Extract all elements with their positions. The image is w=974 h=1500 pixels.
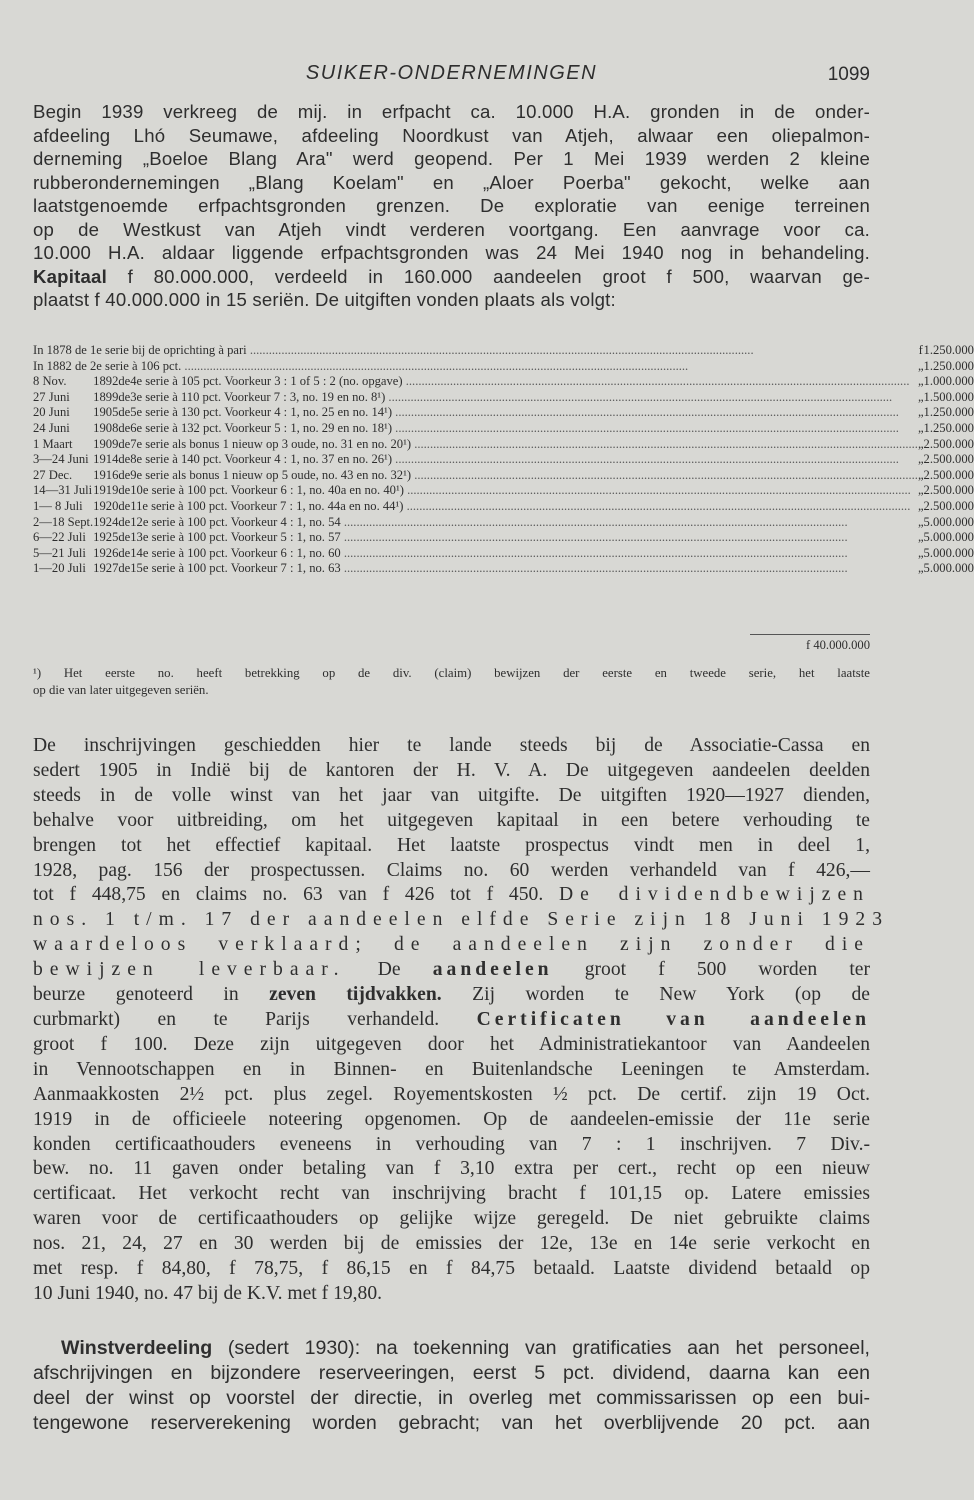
text-line: 1928, pag. 156 der prospectussen. Claims no. 60 werden verhandeld van f 426,— (33, 859, 870, 881)
table-row (33, 546, 974, 562)
table-row (33, 499, 974, 515)
issue-year: 1908 (93, 420, 119, 435)
spaced-text: De dividendbewijzen (559, 884, 870, 906)
text-line: steeds in de volle winst van het jaar van uitgifte. De uitgiften 1920—1927 dienden, (33, 784, 870, 806)
issue-de: de (118, 374, 131, 389)
issue-amount: 5.000.000 (923, 545, 974, 560)
dot-leader: ................................................................................................................................................................ (411, 436, 918, 451)
issue-description: 4e serie à 105 pct. Voorkeur 3 : 1 of 5 : 2 (no. opgave) ................................................................................................................................................................ (130, 374, 910, 389)
dot-leader: ................................................................................................................................................................ (340, 514, 848, 529)
issue-currency: „ (917, 420, 924, 435)
table-row (33, 515, 974, 531)
text-segment: (sedert 1930): na toekenning van gratificaties aan het personeel, (212, 1337, 870, 1359)
text-line: afdeeling Lhó Seumawe, afdeeling Noordkust van Atjeh, alwaar een oliepalmon- (33, 124, 870, 146)
text-line: behalve voor uitbreiding, om het uitgegeven kapitaal in een betere verhouding te (33, 809, 870, 831)
issue-description: 11e serie à 100 pct. Voorkeur 7 : 1, no. 44a en no. 44¹) ................................................................................................................................................................ (130, 498, 911, 513)
text-line: certificaat. Het verkocht recht van inschrijving bracht f 101,15 op. Latere emissies (33, 1183, 870, 1205)
issue-year: 1920 (93, 498, 119, 513)
text-segment: groot f 500 worden ter (552, 959, 870, 981)
issue-description: 12e serie à 100 pct. Voorkeur 4 : 1, no. 54 ................................................................................................................................................................ (130, 514, 848, 529)
text-line: brengen tot het effectief kapitaal. Het laatste prospectus vindt men in deel 1, (33, 834, 870, 856)
issue-year: 1905 (93, 405, 119, 420)
dot-leader: ................................................................................................................................................................ (411, 467, 918, 482)
issue-amount: 5.000.000 (923, 530, 974, 545)
issue-de: de (118, 436, 131, 451)
dot-leader: ................................................................................................................................................................ (246, 343, 754, 357)
text-line: waren voor de certificaathouders op gelijke wijze geregeld. De niet gebruikte claims (33, 1208, 870, 1230)
text-line (33, 883, 870, 908)
issue-date: 3—24 Juni (33, 452, 89, 467)
issue-amount: 2.500.000 (923, 498, 974, 513)
issue-description: 6e serie à 132 pct. Voorkeur 5 : 1, no. 29 en no. 18¹) ................................................................................................................................................................ (130, 420, 899, 435)
table-row (33, 483, 974, 499)
dot-leader: ................................................................................................................................................................ (392, 452, 899, 467)
issue-date: 14—31 Juli (33, 483, 93, 498)
issue-currency: „ (917, 405, 924, 420)
table-row (33, 359, 974, 375)
text-line: tengewone reserverekening worden gebracht; van het overblijvende 20 pct. aan (33, 1411, 870, 1434)
issues-total (33, 638, 870, 656)
text-line: 1919 in de officieele noteering opgenomen. Op de aandeelen-emissie der 11e serie (33, 1108, 870, 1130)
issue-year: 1924 (93, 514, 119, 529)
issue-year: 1925 (93, 530, 119, 545)
dot-leader: ................................................................................................................................................................ (402, 374, 910, 389)
issue-description: 3e serie à 110 pct. Voorkeur 7 : 3, no. 19 en no. 8¹) ................................................................................................................................................................ (130, 389, 893, 404)
issue-amount: 1.500.000 (923, 389, 974, 404)
running-head (33, 60, 870, 88)
body-paragraph (33, 734, 889, 1307)
text-segment: De (345, 959, 433, 981)
table-row (33, 405, 974, 421)
issue-description: 13e serie à 100 pct. Voorkeur 5 : 1, no. 57 ................................................................................................................................................................ (130, 530, 848, 545)
issue-year: 1909 (93, 436, 119, 451)
issue-amount: 5.000.000 (923, 514, 974, 529)
page-number: 1099 (827, 64, 870, 85)
issue-description: In 1878 de 1e serie bij de oprichting à pari ................................................................................................................................................................ (33, 343, 754, 357)
text-line: in Vennootschappen en in Binnen- en Buitenlandsche Leeningen te Amsterdam. (33, 1058, 870, 1080)
issue-amount: 1.250.000 (923, 343, 974, 357)
issue-currency: „ (917, 389, 924, 404)
text-line: sedert 1905 in Indië bij de kantoren der H. V. A. De uitgegeven aandeelen deelden (33, 759, 870, 781)
issue-date: 1— 8 Juli (33, 498, 83, 513)
text-line (33, 958, 870, 983)
issue-de: de (118, 561, 131, 576)
share-issues-table (33, 343, 974, 577)
issue-currency: „ (917, 530, 924, 545)
issue-description: 7e serie als bonus 1 nieuw op 3 oude, no. 31 en no. 20¹) ................................................................................................................................................................ (130, 436, 918, 451)
table-row (33, 390, 974, 406)
text-line: 10 Juni 1940, no. 47 bij de K.V. met f 19,80. (33, 1282, 383, 1304)
issue-date: 8 Nov. (33, 374, 67, 389)
text-line: 10.000 H.A. aldaar liggende erfpachtsgronden was 24 Mei 1940 nog in behandeling. (33, 242, 870, 263)
issue-currency: „ (917, 514, 924, 529)
dot-leader: ................................................................................................................................................................ (392, 405, 899, 420)
issue-year: 1916 (93, 467, 119, 482)
footnote-line: op die van later uitgegeven seriën. (33, 682, 209, 697)
dot-leader: ................................................................................................................................................................ (340, 561, 848, 576)
intro-paragraph (33, 100, 870, 312)
table-row (33, 530, 974, 546)
issue-currency: „ (917, 436, 924, 451)
issue-currency: „ (917, 374, 924, 389)
issue-date: 6—22 Juli (33, 530, 86, 545)
spaced-line: waardeloos verklaard; de aandeelen zijn zonder die (33, 934, 870, 956)
text-line: laatstgenoemde erfpachtsgronden grenzen. De exploratie van eenige terreinen (33, 195, 870, 216)
issue-de: de (118, 498, 131, 513)
winst-label: Winstverdeeling (61, 1337, 213, 1359)
issue-de: de (118, 389, 131, 404)
table-row (33, 437, 974, 453)
dot-leader: ................................................................................................................................................................ (340, 545, 848, 560)
issue-year: 1927 (93, 561, 119, 576)
issue-date: 5—21 Juli (33, 545, 86, 560)
issue-amount: 5.000.000 (923, 561, 974, 576)
text-line (33, 1336, 870, 1361)
text-segment: beurze genoteerd in (33, 984, 270, 1006)
issue-de: de (118, 405, 131, 420)
text-line: rubberondernemingen „Blang Koelam" en „Aloer Poerba" gekocht, welke aan (33, 171, 870, 193)
issue-year: 1919 (93, 483, 119, 498)
issue-amount: 2.500.000 (923, 452, 974, 467)
winstverdeeling-paragraph (33, 1336, 870, 1436)
dot-leader: ................................................................................................................................................................ (403, 498, 911, 513)
bold-spaced-text: aandeelen (432, 959, 553, 981)
text-line: met resp. f 84,80, f 78,75, f 86,15 en f 84,75 betaald. Laatste dividend betaald op (33, 1258, 870, 1280)
issue-de: de (118, 545, 131, 560)
issue-year: 1914 (93, 452, 119, 467)
issue-description: 10e serie à 100 pct. Voorkeur 6 : 1, no. 40a en no. 40¹) ................................................................................................................................................................ (130, 483, 911, 498)
issue-date: 27 Juni (33, 389, 70, 404)
dot-leader: ................................................................................................................................................................ (392, 420, 899, 435)
dot-leader: ................................................................................................................................................................ (385, 389, 893, 404)
issue-currency: „ (917, 561, 924, 576)
running-head-title: SUIKER-ONDERNEMINGEN (305, 62, 598, 84)
issue-currency: „ (917, 358, 924, 373)
issue-currency: f (918, 343, 923, 357)
issue-amount: 2.500.000 (923, 483, 974, 498)
footnote (33, 665, 870, 698)
footnote-line: ¹) Het eerste no. heeft betrekking op de div. (claim) bewijzen der eerste en tweede serie, het laatste (33, 666, 870, 680)
text-line: plaatst f 40.000.000 in 15 seriën. De uitgiften vonden plaats als volgt: (33, 289, 616, 310)
issue-date: 2—18 Sept. (33, 514, 94, 529)
text-line: op de Westkust van Atjeh vindt verderen voortgang. Een aanvrage voor ca. (33, 218, 870, 240)
issue-year: 1899 (93, 389, 119, 404)
text-segment: tot f 448,75 en claims no. 63 van f 426 tot f 450. (33, 884, 544, 906)
text-segment: curbmarkt) en te Parijs verhandeld. (33, 1008, 477, 1030)
text-line: deel der winst op voorstel der directie, in overleg met commissarissen op een bui- (33, 1386, 870, 1409)
text-line: De inschrijvingen geschiedden hier te lande steeds bij de Associatie-Cassa en (33, 735, 870, 756)
issue-date: 1—20 Juli (33, 561, 86, 576)
issue-currency: „ (917, 452, 924, 467)
issue-de: de (118, 452, 131, 467)
issue-date: 24 Juni (33, 420, 70, 435)
issue-amount: 1.250.000 (923, 405, 974, 420)
issue-currency: „ (917, 483, 924, 498)
bold-text: zeven tijdvakken. (269, 984, 442, 1006)
issue-date: 1 Maart (33, 436, 73, 451)
issue-de: de (118, 483, 131, 498)
text-line: Aanmaakkosten 2½ pct. plus zegel. Royementskosten ½ pct. De certif. zijn 19 Oct. (33, 1083, 870, 1105)
dot-leader: ................................................................................................................................................................ (181, 358, 689, 373)
text-line: derneming „Boeloe Blang Ara" werd geopend. Per 1 Mei 1939 werden 2 kleine (33, 148, 870, 169)
dot-leader: ................................................................................................................................................................ (340, 530, 848, 545)
table-row (33, 343, 974, 359)
issue-amount: 1.000.000 (923, 374, 974, 389)
kapitaal-line (33, 265, 870, 289)
kapitaal-text: f 80.000.000, verdeeld in 160.000 aandeelen groot f 500, waarvan ge- (106, 265, 870, 287)
issue-year: 1926 (93, 545, 119, 560)
issue-de: de (118, 420, 131, 435)
issue-de: de (118, 514, 131, 529)
dot-leader: ................................................................................................................................................................ (403, 483, 911, 498)
issue-amount: 1.250.000 (923, 420, 974, 435)
text-line: groot f 100. Deze zijn uitgegeven door het Administratiekantoor van Aandeelen (33, 1033, 870, 1055)
text-line (33, 1008, 870, 1033)
text-line (33, 983, 870, 1008)
spaced-text: bewijzen leverbaar. (33, 959, 346, 981)
issue-de: de (118, 467, 131, 482)
issue-amount: 2.500.000 (923, 436, 974, 451)
total-amount: f 40.000.000 (805, 638, 870, 652)
text-line: Begin 1939 verkreeg de mij. in erfpacht ca. 10.000 H.A. gronden in de onder- (33, 101, 870, 122)
issue-description: 8e serie à 140 pct. Voorkeur 4 : 1, no. 37 en no. 26¹) ................................................................................................................................................................ (130, 452, 899, 467)
issue-description: 5e serie à 130 pct. Voorkeur 4 : 1, no. 25 en no. 14¹) ................................................................................................................................................................ (130, 405, 899, 420)
issue-amount: 2.500.000 (923, 467, 974, 482)
bold-spaced-text: Certificaten van aandeelen (476, 1008, 870, 1030)
text-line: bew. no. 11 gaven onder betaling van f 3,10 extra per cert., recht op een nieuw (33, 1158, 870, 1180)
table-row (33, 561, 974, 577)
issue-description: In 1882 de 2e serie à 106 pct. ................................................................................................................................................................ (33, 358, 689, 373)
issue-currency: „ (917, 498, 924, 513)
kapitaal-label: Kapitaal (33, 265, 107, 287)
total-rule (750, 634, 870, 635)
spaced-line: nos. 1 t/m. 17 der aandeelen elfde Serie zijn 18 Juni 1923 (33, 909, 889, 931)
issue-description: 14e serie à 100 pct. Voorkeur 6 : 1, no. 60 ................................................................................................................................................................ (130, 545, 848, 560)
issue-description: 15e serie à 100 pct. Voorkeur 7 : 1, no. 63 ................................................................................................................................................................ (130, 561, 848, 576)
text-line: konden certificaathouders eveneens in verhouding van 7 : 1 inschrijven. 7 Div.- (33, 1133, 870, 1155)
issue-date: 27 Dec. (33, 467, 73, 482)
issue-amount: 1.250.000 (923, 358, 974, 373)
issue-currency: „ (917, 467, 924, 482)
issue-date: 20 Juni (33, 405, 70, 420)
table-row (33, 468, 974, 484)
issue-year: 1892 (93, 374, 119, 389)
issue-currency: „ (917, 545, 924, 560)
text-line: nos. 21, 24, 27 en 30 werden bij de emissies der 12e, 13e en 14e serie verkocht en (33, 1233, 870, 1255)
text-segment: Zij worden te New York (op de (441, 984, 871, 1006)
text-line: afschrijvingen en bijzondere reserveeringen, eerst 5 pct. dividend, daarna kan een (33, 1361, 870, 1384)
table-row (33, 374, 974, 390)
table-row (33, 421, 974, 437)
issue-description: 9e serie als bonus 1 nieuw op 5 oude, no. 43 en no. 32¹) ................................................................................................................................................................ (130, 467, 918, 482)
issue-de: de (118, 530, 131, 545)
table-row (33, 452, 974, 468)
